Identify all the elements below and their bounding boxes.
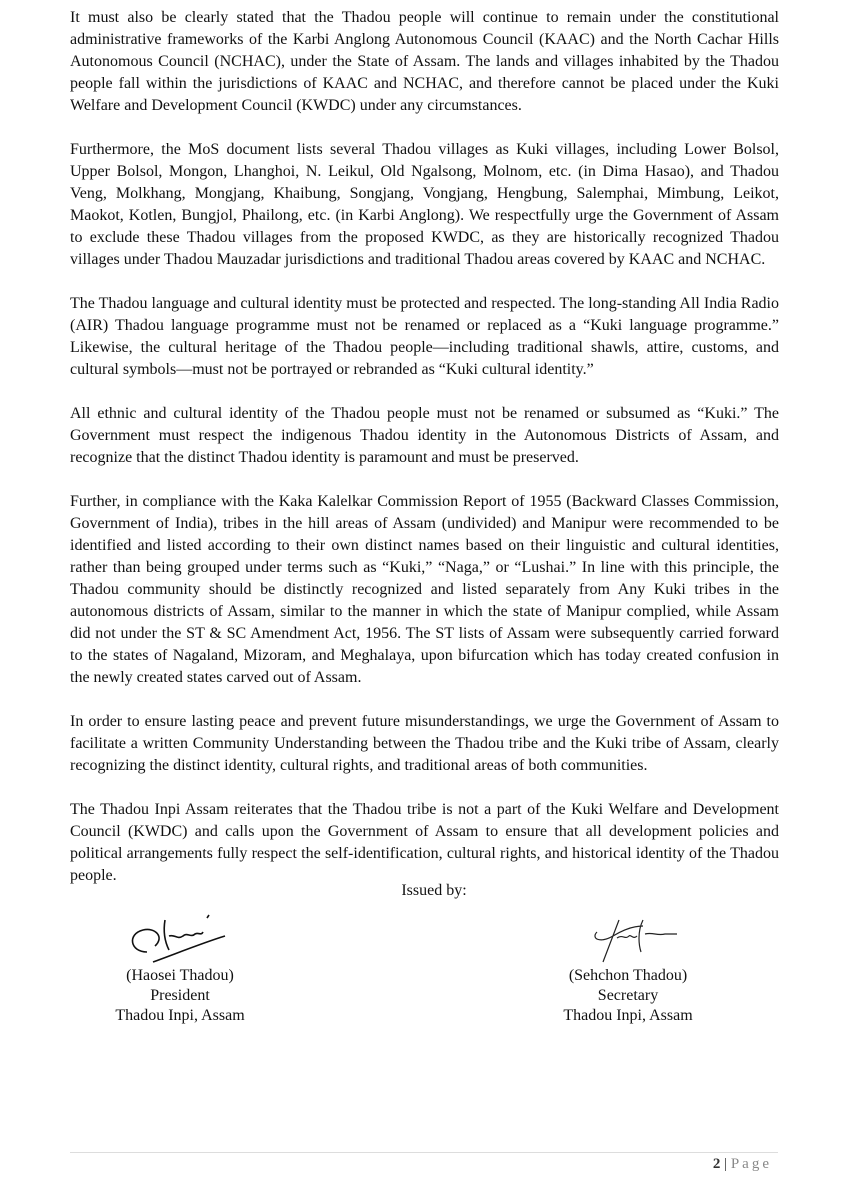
signatory-name: (Sehchon Thadou) (568, 967, 688, 984)
paragraph: All ethnic and cultural identity of the Thadou people must not be renamed or subsumed as “Kuki.” The Government must respect the indigenous Thadou identity in the Autonomous Districts of Assam, and recognize that the distinct Thadou identity is paramount and must be preserved. (70, 405, 779, 466)
paragraph: The Thadou language and cultural identity must be protected and respected. The long-standing All India Radio (AIR) Thadou language programme must not be renamed or replaced as a “Kuki language programme.” Likewise, the cultural heritage of the Thadou people—including traditional shawls, attire, customs, and cultural symbols—must not be portrayed or rebranded as “Kuki cultural identity.” (70, 295, 779, 378)
page-number (713, 1156, 772, 1173)
paragraph: It must also be clearly stated that the Thadou people will continue to remain under the constitutional administrative frameworks of the Karbi Anglong Autonomous Council (KAAC) and the North Cachar Hills Autonomous Council (NCHAC), under the State of Assam. The lands and villages inhabited by the Thadou people fall within the jurisdictions of KAAC and NCHAC, and therefore cannot be placed under the Kuki Welfare and Development Council (KWDC) under any circumstances. (70, 9, 779, 114)
paragraph: The Thadou Inpi Assam reiterates that the Thadou tribe is not a part of the Kuki Welfare and Development Council (KWDC) and calls upon the Government of Assam to ensure that all development policies and political arrangements fully respect the self-identification, cultural rights, and historical identity of the Thadou people. (70, 801, 779, 884)
footer-divider (70, 1152, 778, 1153)
signature-image (573, 912, 683, 966)
paragraph: Furthermore, the MoS document lists several Thadou villages as Kuki villages, including Lower Bolsol, Upper Bolsol, Mongon, Lhanghoi, N. Leikul, Old Ngalsong, Molnom, etc. (in Dima Hasao), and Thadou Veng, Molkhang, Mongjang, Khaibung, Songjang, Vongjang, Hengbung, Salemphai, Mimbung, Leikot, Maokot, Kotlen, Bungjol, Phailong, etc. (in Karbi Anglong). We respectfully urge the Government of Assam to exclude these Thadou villages from the proposed KWDC, as they are historically recognized Thadou villages under Thadou Mauzadar jurisdictions and traditional Thadou areas covered by KAAC and NCHAC. (70, 141, 779, 268)
page-label: Page (730, 1156, 772, 1172)
issued-by-label: Issued by: (401, 882, 467, 899)
signature-image (125, 912, 235, 966)
paragraph: Further, in compliance with the Kaka Kalelkar Commission Report of 1955 (Backward Classes Commission, Government of India), tribes in the hill areas of Assam (undivided) and Manipur were recommended to be identified and listed according to their own distinct names based on their linguistic and cultural identities, rather than being grouped under terms such as “Kuki,” “Naga,” or “Lushai.” In line with this principle, the Thadou community should be distinctly recognized and listed separately from Any Kuki tribes in the autonomous districts of Assam, similar to the manner in which the state of Manipur complied, while Assam did not under the ST & SC Amendment Act, 1956. The ST lists of Assam were subsequently carried forward to the states of Nagaland, Mizoram, and Meghalaya, upon bifurcation which has today created confusion in the newly created states carved out of Assam. (70, 493, 779, 686)
paragraph: In order to ensure lasting peace and prevent future misunderstandings, we urge the Government of Assam to facilitate a written Community Understanding between the Thadou tribe and the Kuki tribe of Assam, clearly recognizing the distinct identity, cultural rights, and traditional areas of both communities. (70, 713, 779, 774)
page-number-value: 2 (712, 1156, 721, 1172)
signature-block-president (70, 912, 290, 1026)
signature-block-secretary (518, 912, 738, 1026)
signatory-title: President (150, 987, 210, 1004)
signatory-org: Thadou Inpi, Assam (563, 1007, 693, 1024)
page-separator: | (724, 1156, 728, 1172)
document-body (70, 7, 779, 909)
signatory-name: (Haosei Thadou) (126, 967, 234, 984)
signatory-title: Secretary (597, 987, 659, 1004)
signatory-org: Thadou Inpi, Assam (115, 1007, 245, 1024)
